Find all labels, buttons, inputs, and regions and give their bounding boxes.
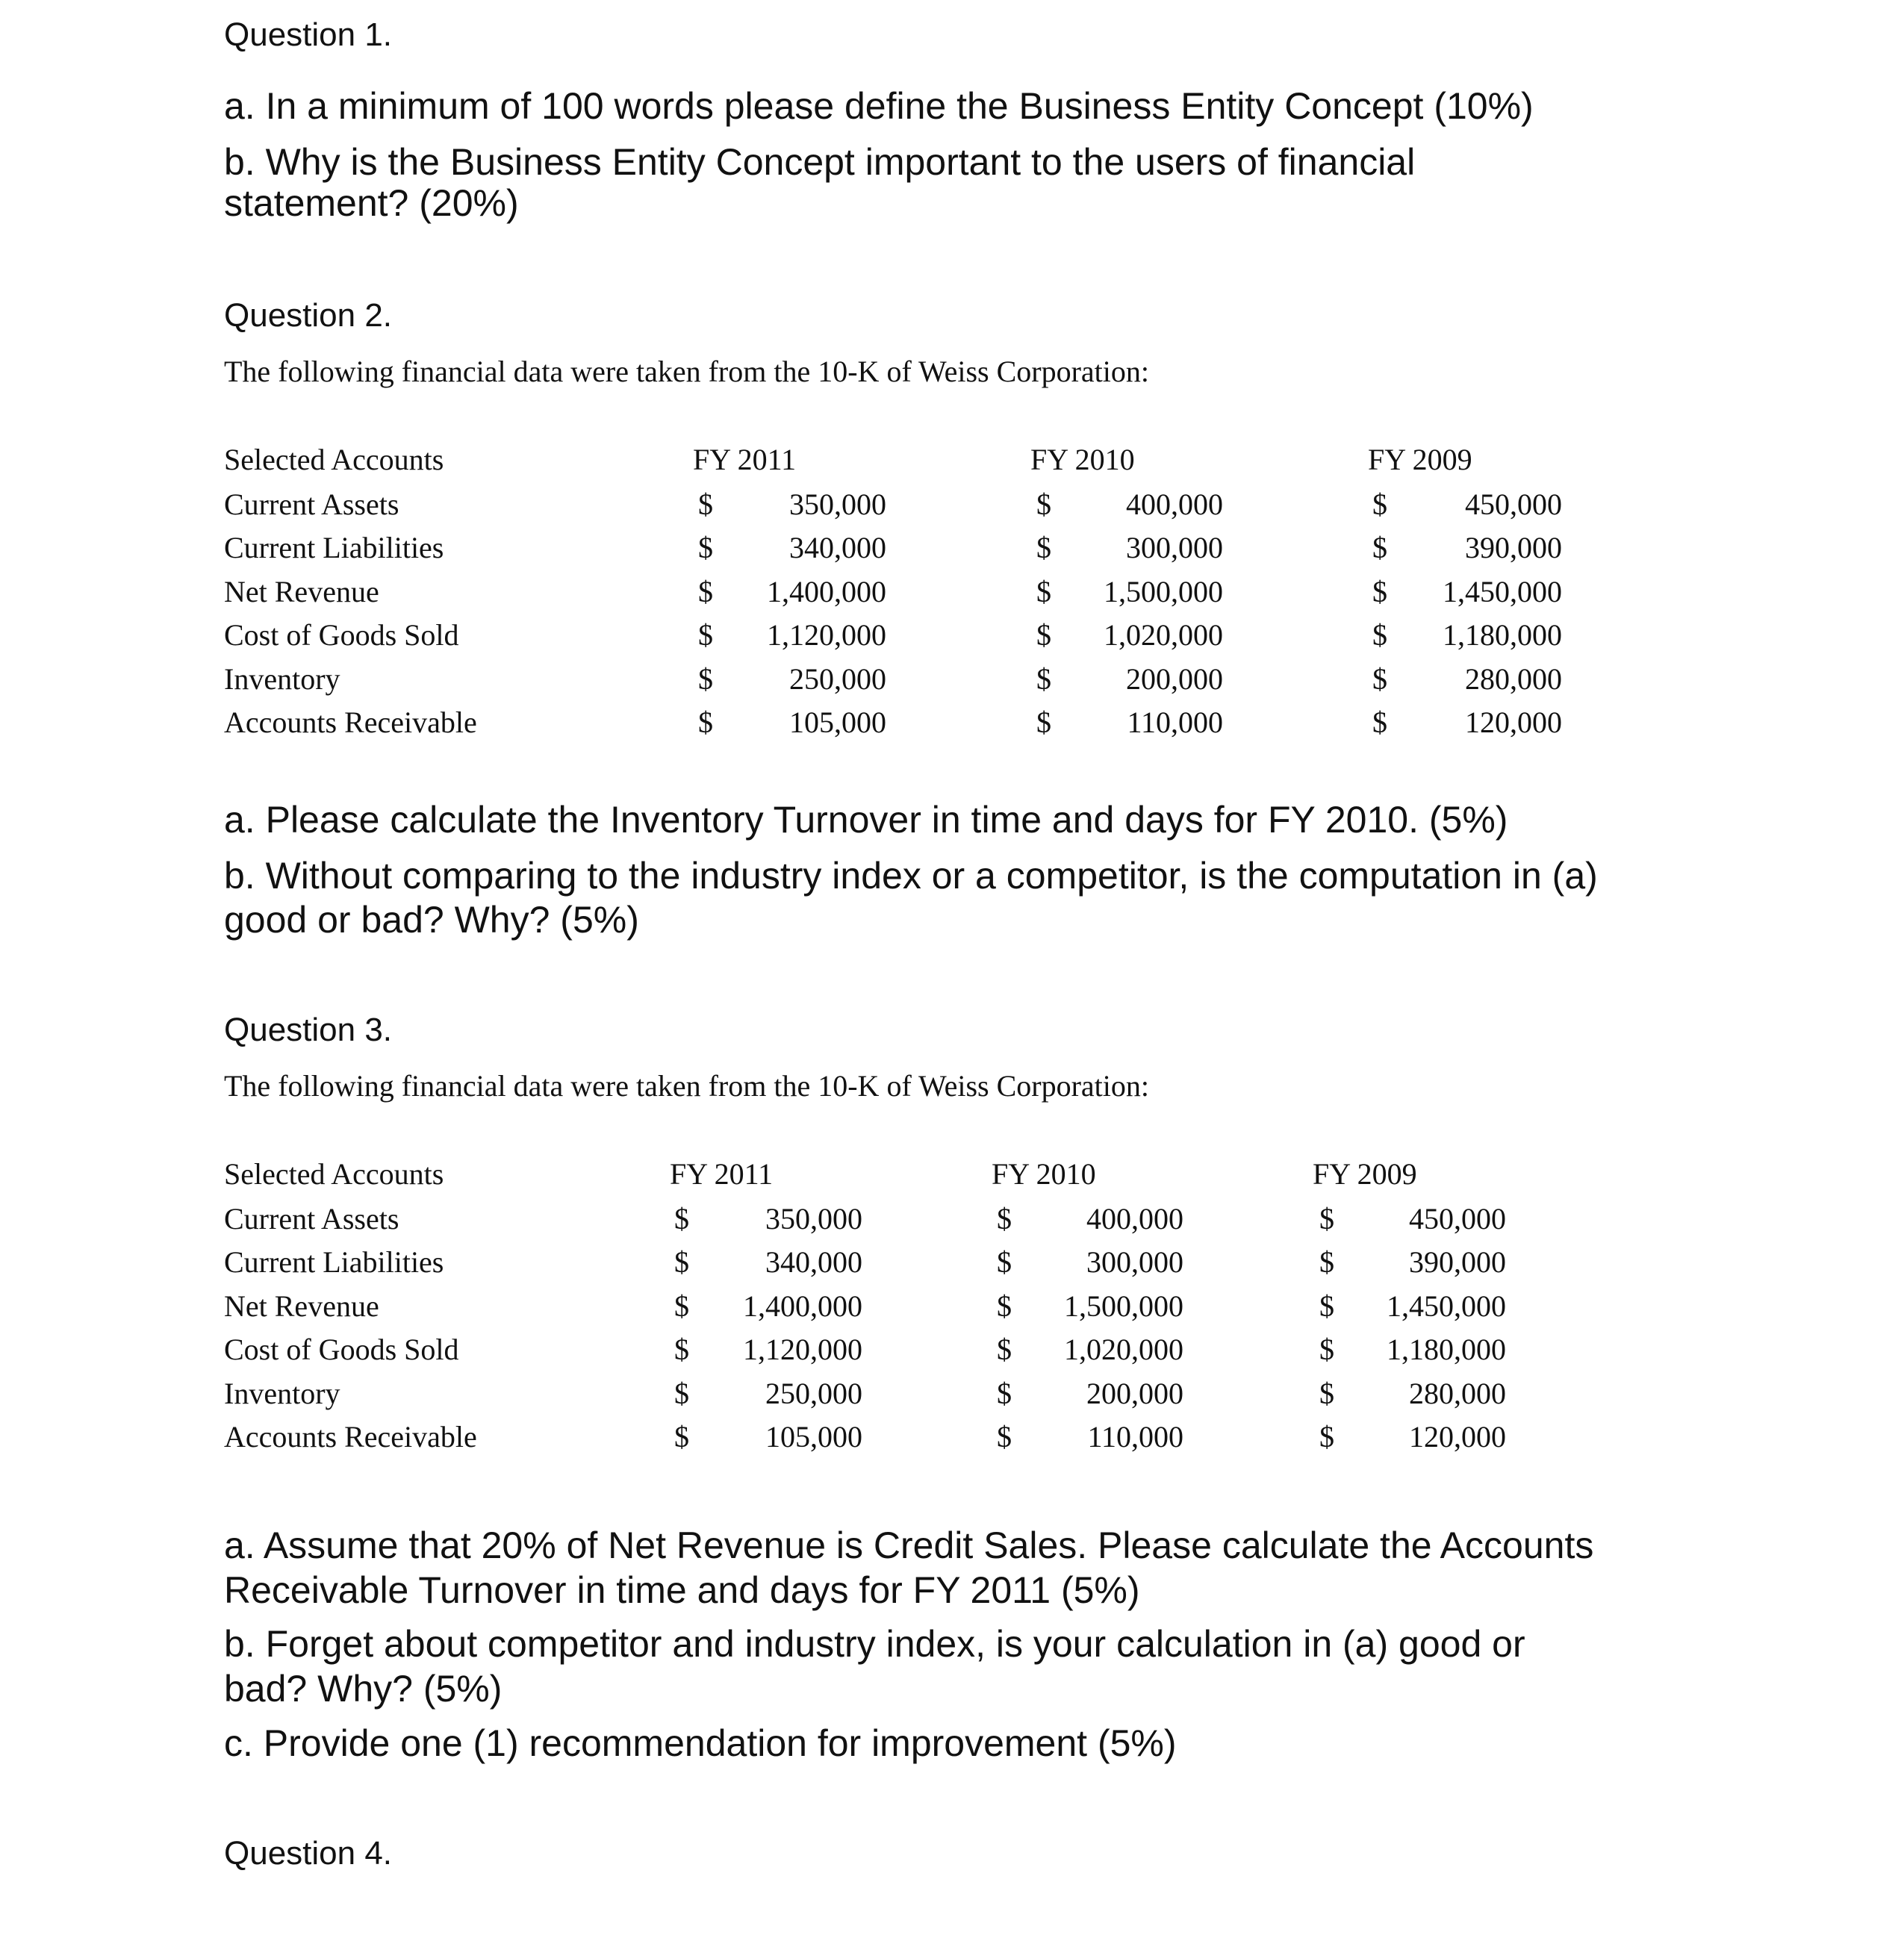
currency-symbol: $ [1319,1376,1334,1410]
cell-value: 250,000 [765,1376,862,1410]
column-header-year: FY 2011 [693,443,797,476]
column-header-accounts: Selected Accounts [224,1157,444,1191]
row-label: Current Liabilities [224,1245,444,1280]
question-4-title: Question 4. [224,1835,393,1872]
cell-value: 390,000 [1465,531,1562,565]
row-label: Inventory [224,661,340,696]
currency-symbol: $ [997,1289,1012,1323]
column-header-year: FY 2009 [1313,1157,1417,1191]
question-3-intro: The following financial data were taken from the 10-K of Weiss Corporation: [224,1069,1150,1103]
row-label: Net Revenue [224,574,379,608]
question-3-part-b: b. Forget about competitor and industry index, is your calculation in (a) good or [224,1623,1525,1665]
cell-value: 110,000 [1127,705,1223,739]
cell-value: 340,000 [789,531,886,565]
cell-value: 280,000 [1409,1376,1506,1410]
cell-value: 450,000 [1465,487,1562,521]
currency-symbol: $ [1036,618,1051,652]
currency-symbol: $ [674,1333,689,1367]
currency-symbol: $ [1372,618,1387,652]
currency-symbol: $ [997,1245,1012,1280]
row-label: Net Revenue [224,1289,379,1323]
question-1-part-b-cont: statement? (20%) [224,182,519,224]
currency-symbol: $ [1372,574,1387,608]
cell-value: 120,000 [1409,1420,1506,1454]
question-3-title: Question 3. [224,1012,393,1048]
row-label: Inventory [224,1376,340,1410]
cell-value: 120,000 [1465,705,1562,739]
currency-symbol: $ [1319,1289,1334,1323]
row-label: Accounts Receivable [224,705,477,739]
cell-value: 300,000 [1086,1245,1183,1280]
question-2-part-b: b. Without comparing to the industry index or a competitor, is the computation in (a) [224,855,1598,897]
currency-symbol: $ [1372,705,1387,739]
column-header-year: FY 2010 [992,1157,1096,1191]
cell-value: 1,450,000 [1387,1289,1506,1323]
question-1-part-a: a. In a minimum of 100 words please define the Business Entity Concept (10%) [224,85,1534,127]
cell-value: 400,000 [1086,1202,1183,1236]
row-label: Accounts Receivable [224,1420,477,1454]
currency-symbol: $ [1036,531,1051,565]
cell-value: 280,000 [1465,661,1562,696]
cell-value: 340,000 [765,1245,862,1280]
column-header-year: FY 2011 [670,1157,774,1191]
currency-symbol: $ [698,574,713,608]
cell-value: 300,000 [1126,531,1223,565]
question-3-part-c: c. Provide one (1) recommendation for improvement (5%) [224,1722,1177,1764]
cell-value: 1,500,000 [1104,574,1223,608]
row-label: Cost of Goods Sold [224,618,459,652]
cell-value: 1,020,000 [1064,1333,1183,1367]
cell-value: 1,400,000 [743,1289,862,1323]
currency-symbol: $ [1372,531,1387,565]
column-header-year: FY 2010 [1030,443,1135,476]
currency-symbol: $ [997,1420,1012,1454]
cell-value: 105,000 [789,705,886,739]
question-2-title: Question 2. [224,297,393,334]
question-2-part-a: a. Please calculate the Inventory Turnover in time and days for FY 2010. (5%) [224,799,1508,841]
question-2-part-b-cont: good or bad? Why? (5%) [224,899,639,941]
question-1-title: Question 1. [224,16,393,53]
currency-symbol: $ [1036,574,1051,608]
currency-symbol: $ [1036,705,1051,739]
cell-value: 350,000 [765,1202,862,1236]
cell-value: 200,000 [1086,1376,1183,1410]
currency-symbol: $ [698,531,713,565]
currency-symbol: $ [1319,1245,1334,1280]
row-label: Current Assets [224,487,399,521]
currency-symbol: $ [698,705,713,739]
question-3-part-a-cont: Receivable Turnover in time and days for FY 2011 (5%) [224,1569,1140,1611]
currency-symbol: $ [1319,1420,1334,1454]
currency-symbol: $ [698,618,713,652]
cell-value: 350,000 [789,487,886,521]
currency-symbol: $ [1372,661,1387,696]
cell-value: 400,000 [1126,487,1223,521]
currency-symbol: $ [674,1202,689,1236]
currency-symbol: $ [698,661,713,696]
question-2-intro: The following financial data were taken from the 10-K of Weiss Corporation: [224,355,1150,388]
currency-symbol: $ [1036,661,1051,696]
currency-symbol: $ [997,1376,1012,1410]
cell-value: 105,000 [765,1420,862,1454]
cell-value: 1,400,000 [767,574,886,608]
currency-symbol: $ [1319,1333,1334,1367]
cell-value: 1,180,000 [1443,618,1562,652]
cell-value: 1,500,000 [1064,1289,1183,1323]
cell-value: 1,180,000 [1387,1333,1506,1367]
currency-symbol: $ [1319,1202,1334,1236]
currency-symbol: $ [1372,487,1387,521]
column-header-year: FY 2009 [1368,443,1472,476]
cell-value: 1,120,000 [767,618,886,652]
cell-value: 250,000 [789,661,886,696]
currency-symbol: $ [698,487,713,521]
column-header-accounts: Selected Accounts [224,443,444,476]
currency-symbol: $ [674,1245,689,1280]
row-label: Current Liabilities [224,531,444,565]
cell-value: 1,120,000 [743,1333,862,1367]
cell-value: 1,020,000 [1104,618,1223,652]
currency-symbol: $ [674,1376,689,1410]
cell-value: 200,000 [1126,661,1223,696]
cell-value: 450,000 [1409,1202,1506,1236]
row-label: Current Assets [224,1202,399,1236]
question-3-part-b-cont: bad? Why? (5%) [224,1668,503,1710]
currency-symbol: $ [997,1333,1012,1367]
question-3-part-a: a. Assume that 20% of Net Revenue is Credit Sales. Please calculate the Accounts [224,1524,1594,1566]
question-1-part-b: b. Why is the Business Entity Concept important to the users of financial [224,141,1416,183]
currency-symbol: $ [674,1289,689,1323]
cell-value: 390,000 [1409,1245,1506,1280]
row-label: Cost of Goods Sold [224,1333,459,1367]
cell-value: 1,450,000 [1443,574,1562,608]
currency-symbol: $ [997,1202,1012,1236]
currency-symbol: $ [674,1420,689,1454]
currency-symbol: $ [1036,487,1051,521]
cell-value: 110,000 [1087,1420,1183,1454]
